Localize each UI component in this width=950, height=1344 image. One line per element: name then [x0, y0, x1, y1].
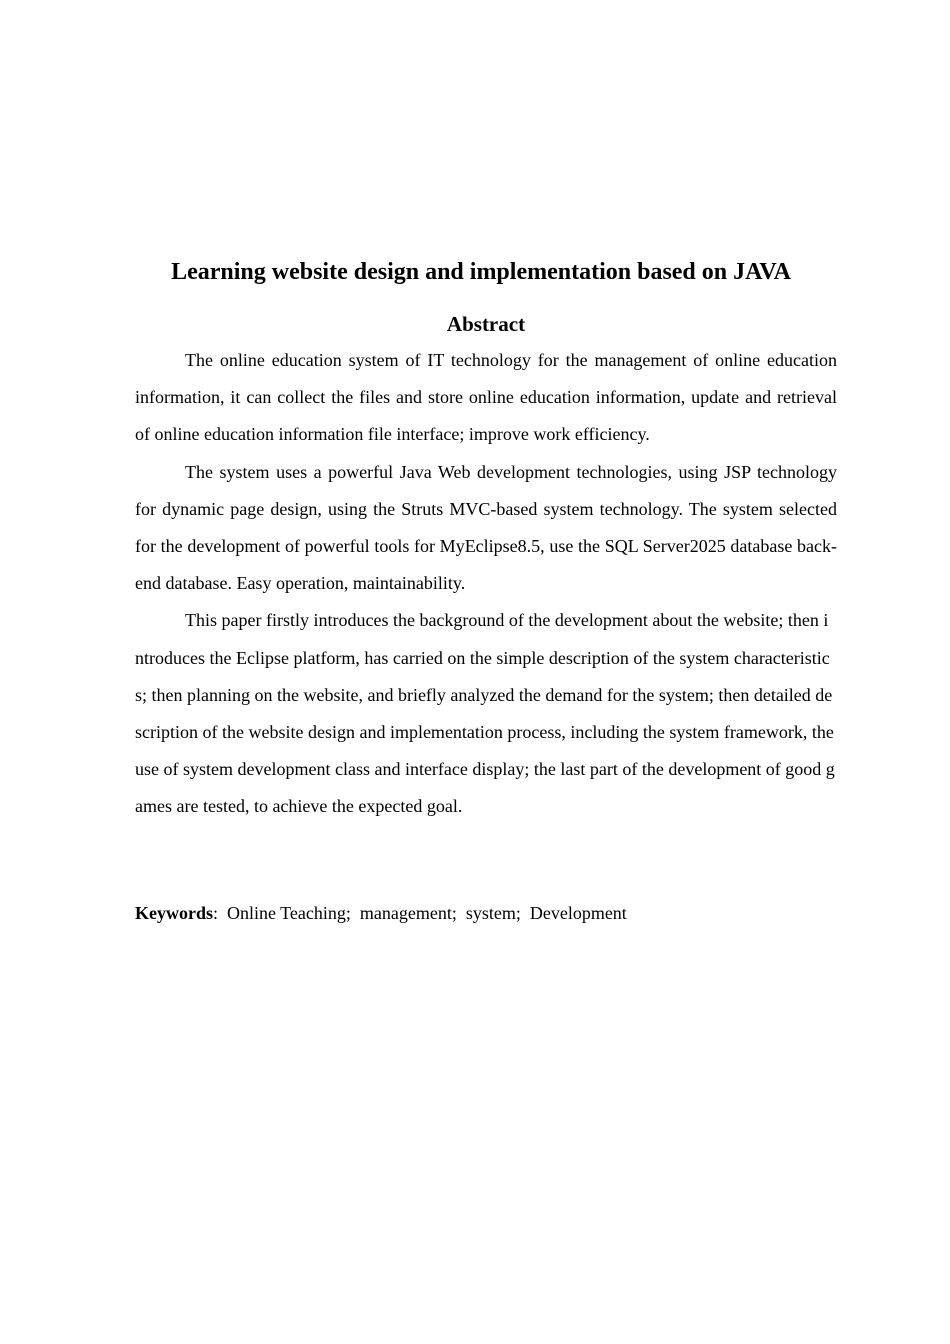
abstract-heading: Abstract [446, 312, 526, 336]
document-title: Learning website design and implementation based on JAVA [171, 259, 791, 285]
keywords-label: Keywords [135, 903, 213, 923]
abstract-paragraph: This paper firstly introduces the background of the development about the website; then introduces the Eclipse platform, has carried on the simple description of the system characteristics; then planning on the website, and briefly analyzed the demand for the system; then detailed description of the website design and implementation process, including the system framework, the use of system development class and interface display; the last part of the development of good games are tested, to achieve the expected goal. [135, 610, 835, 817]
keywords-list: : Online Teaching; management; system; Development [213, 903, 627, 923]
abstract-paragraph: The system uses a powerful Java Web development technologies, using JSP technology for dynamic page design, using the Struts MVC-based system technology. The system selected for the development of powerful tools for MyEclipse8.5, use the SQL Server2025 database back-end database. Easy operation, maintainability. [135, 461, 837, 594]
keywords-line [135, 898, 837, 928]
abstract-paragraph: The online education system of IT technology for the management of online education information, it can collect the files and store online education information, update and retrieval of online education information file interface; improve work efficiency. [135, 350, 837, 445]
abstract-body [135, 342, 837, 826]
